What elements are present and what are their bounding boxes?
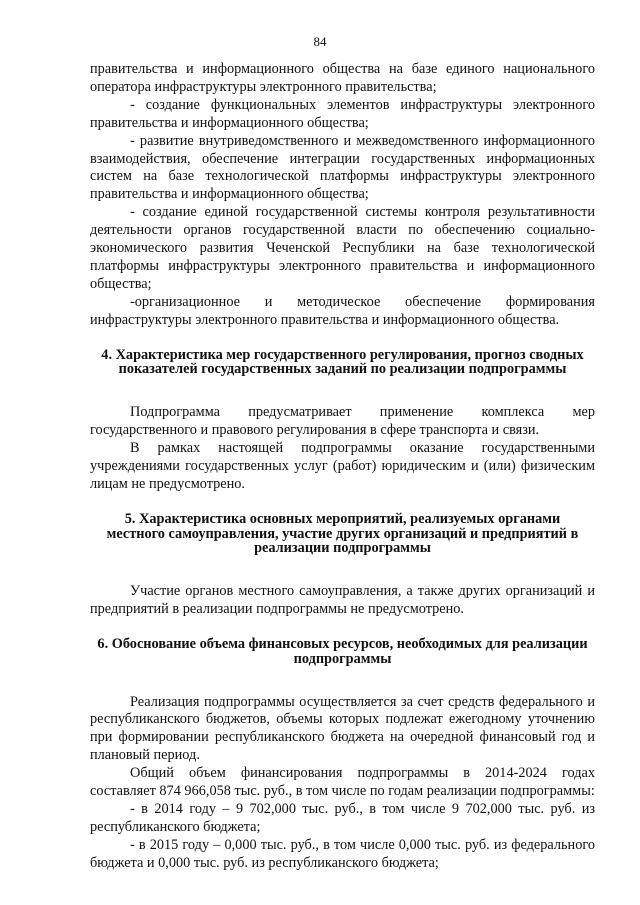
body-paragraph: Участие органов местного самоуправления, а также других организаций и предприятий в реализации подпрограммы не предусмотрено. [90, 583, 595, 618]
section-heading-5: 5. Характеристика основных мероприятий, реализуемых органами местного самоуправления, участие других организаций и предприятий в реализации подпрограммы [106, 510, 579, 557]
list-item: - в 2015 году – 0,000 тыс. руб., в том числе 0,000 тыс. руб. из федерального бюджета и 0,000 тыс. руб. из республиканского бюджета; [90, 836, 595, 871]
page-content [90, 61, 595, 873]
spacer [90, 494, 595, 512]
body-paragraph: В рамках настоящей подпрограммы оказание государственными учреждениями государственных услуг (работ) юридическим и (или) физическим лицам не предусмотрено. [90, 440, 595, 492]
body-paragraph: Подпрограмма предусматривает применение комплекса мер государственного и правового регулирования в сфере транспорта и связи. [90, 404, 595, 439]
body-paragraph: Общий объем финансирования подпрограммы в 2014-2024 годах составляет 874 966,058 тыс. руб., в том числе по годам реализации подпрограммы: [90, 765, 595, 800]
spacer [90, 619, 595, 637]
list-item: - создание единой государственной системы контроля результативности деятельности органов государственной власти по обеспечению социально-экономического развития Чеченской Республики на базе технологической платформы инфраструктуры электронного правительства и информационного общества; [90, 204, 595, 292]
list-item: - в 2014 году – 9 702,000 тыс. руб., в том числе 9 702,000 тыс. руб. из республиканского бюджета; [90, 800, 595, 835]
page-number: 84 [313, 34, 327, 49]
list-item: - создание функциональных элементов инфраструктуры электронного правительства и информационного общества; [90, 96, 595, 131]
section-heading-6: 6. Обоснование объема финансовых ресурсов, необходимых для реализации подпрограммы [97, 635, 588, 667]
body-paragraph: Реализация подпрограммы осуществляется за счет средств федерального и республиканского бюджетов, объемы которых подлежат ежегодному уточнению при формировании республиканского бюджета на очередной финансовый год и плановый период. [90, 693, 595, 764]
section-heading-4: 4. Характеристика мер государственного регулирования, прогноз сводных показателей государственных заданий по реализации подпрограммы [101, 346, 584, 378]
spacer [90, 556, 595, 583]
list-item: -организационное и методическое обеспечение формирования инфраструктуры электронного правительства и информационного общества. [90, 293, 595, 328]
spacer [90, 330, 595, 348]
list-item: - развитие внутриведомственного и межведомственного информационного взаимодействия, обеспечение интеграции государственных информационных систем на базе технологической платформы инфраструктуры электронного правительства и информационного общества; [90, 132, 595, 203]
spacer [90, 667, 595, 694]
body-paragraph: правительства и информационного общества на базе единого национального оператора инфраструктуры электронного правительства; [90, 61, 595, 95]
spacer [90, 377, 595, 404]
